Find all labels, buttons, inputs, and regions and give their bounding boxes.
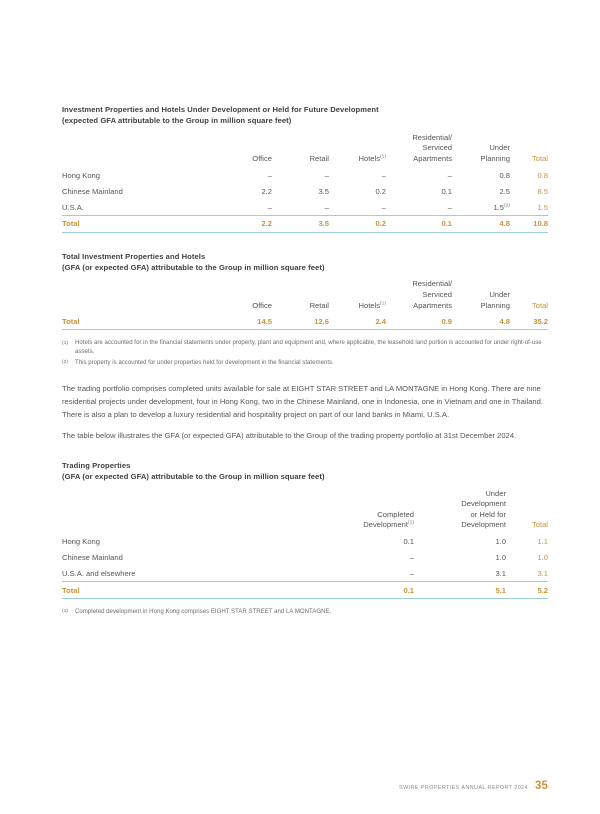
- row-label-total: Total: [62, 582, 332, 599]
- col-header-office: Office: [252, 154, 272, 163]
- cell-total-hotels: 0.2: [329, 216, 386, 233]
- footnotes-trading: [62, 608, 548, 617]
- cell-retail: 3.5: [318, 186, 329, 196]
- row-label: Chinese Mainland: [62, 186, 123, 196]
- footnote-marker: (2): [504, 203, 510, 209]
- cell-under-development: 3.1: [495, 569, 506, 579]
- cell-total-under-planning: 4.8: [452, 216, 510, 233]
- footnote-item: [62, 359, 548, 368]
- col-header-total: Total: [531, 300, 548, 310]
- cell-under-planning: 1.5$^{(2)}$: [493, 202, 510, 212]
- cell-retail: –: [324, 170, 329, 180]
- section-title-under-development: [62, 104, 548, 127]
- col-header-total: Total: [531, 520, 548, 530]
- col-header-region: [62, 279, 215, 313]
- body-paragraphs: [62, 383, 548, 442]
- table-trading-properties: [62, 489, 548, 599]
- table-header-row: [62, 279, 548, 313]
- table-under-development: [62, 133, 548, 233]
- footnotes-investment: [62, 339, 548, 368]
- cell-total-hotels: 2.4: [329, 314, 386, 330]
- cell-total-total: 10.8: [510, 216, 548, 233]
- page-content: [62, 104, 548, 620]
- cell-completed: –: [409, 553, 414, 563]
- table-row: [62, 534, 548, 550]
- section-title-line2: (GFA (or expected GFA) attributable to the Group in million square feet): [62, 472, 325, 482]
- section-title-line1: Investment Properties and Hotels Under Development or Held for Future Development: [62, 105, 379, 114]
- cell-office: –: [267, 202, 272, 212]
- col-header-completed-development: Completed Development$^{(1)}$: [363, 509, 414, 530]
- table-total-row: [62, 314, 548, 330]
- cell-total-completed: 0.1: [332, 582, 414, 599]
- col-header-region: [62, 489, 332, 534]
- cell-total-office: 14.5: [215, 314, 272, 330]
- cell-hotels: –: [381, 170, 386, 180]
- paragraph-table-intro: The table below illustrates the GFA (or expected GFA) attributable to the Group of the trading property portfolio at 31st December 2024.: [62, 431, 517, 441]
- cell-retail: –: [324, 202, 329, 212]
- row-label: U.S.A.: [62, 202, 84, 212]
- footnote-marker: (1): [380, 154, 386, 160]
- section-title-total-investment: [62, 251, 548, 274]
- cell-office: –: [267, 170, 272, 180]
- section-total-investment: [62, 251, 548, 368]
- cell-total-under-development: 5.1: [414, 582, 506, 599]
- col-header-hotels: Hotels$^{(1)}$: [358, 300, 386, 310]
- table-total-row: [62, 582, 548, 599]
- row-label: Chinese Mainland: [62, 553, 123, 563]
- cell-residential: –: [447, 170, 452, 180]
- col-header-retail: Retail: [309, 154, 329, 163]
- cell-residential: –: [447, 202, 452, 212]
- cell-under-development: 1.0: [495, 553, 506, 563]
- footer-report-name: SWIRE PROPERTIES ANNUAL REPORT 2024: [398, 785, 528, 791]
- col-header-under-planning: Under Planning: [480, 143, 510, 163]
- section-trading-properties: [62, 460, 548, 617]
- cell-total: 1.1: [537, 537, 548, 547]
- footnote-text: Completed development in Hong Kong comprises EIGHT STAR STREET and LA MONTAGNE.: [75, 608, 332, 616]
- section-title-trading-properties: [62, 460, 548, 483]
- col-header-residential: Residential/ Serviced Apartments: [412, 279, 452, 310]
- cell-completed: –: [409, 569, 414, 579]
- footnote-item: [62, 608, 548, 617]
- table-header-row: [62, 133, 548, 167]
- section-title-line2: (GFA (or expected GFA) attributable to the Group in million square feet): [62, 263, 325, 273]
- cell-under-planning: 0.8: [499, 170, 510, 180]
- row-label: Hong Kong: [62, 537, 100, 547]
- cell-total-office: 2.2: [215, 216, 272, 233]
- footnote-text: Hotels are accounted for in the financial statements under property, plant and equipment and, where applicable, the leasehold land portion is accounted for under right-of-use assets.: [75, 339, 542, 355]
- page-footer: [399, 780, 548, 792]
- cell-completed: 0.1: [403, 537, 414, 547]
- cell-total-retail: 12.6: [272, 314, 329, 330]
- footnote-marker: (1): [408, 520, 414, 526]
- cell-office: 2.2: [261, 186, 272, 196]
- col-header-region: [62, 133, 215, 167]
- cell-total-total: 5.2: [506, 582, 548, 599]
- col-header-hotels: Hotels$^{(1)}$: [358, 154, 386, 163]
- row-label: U.S.A. and elsewhere: [62, 569, 136, 579]
- table-row: [62, 566, 548, 582]
- footnote-marker: (1): [62, 340, 68, 346]
- cell-total: 1.5: [537, 202, 548, 212]
- row-label-total: Total: [62, 216, 215, 233]
- col-header-under-planning: Under Planning: [480, 290, 510, 310]
- section-title-line1: Trading Properties: [62, 460, 131, 470]
- cell-residential: 0.1: [441, 186, 452, 196]
- footnote-marker: (2): [62, 360, 68, 366]
- footnote-item: [62, 339, 548, 356]
- cell-total: 3.1: [537, 569, 548, 579]
- col-header-total: Total: [531, 154, 548, 163]
- col-header-under-development: Under Development or Held for Development: [461, 488, 506, 530]
- table-row: [62, 550, 548, 566]
- row-label: Hong Kong: [62, 170, 100, 180]
- footnote-text: This property is accounted for under properties held for development in the financial statements.: [75, 358, 334, 366]
- cell-total-residential: 0.9: [386, 314, 452, 330]
- footnote-marker: (1): [380, 301, 386, 307]
- cell-hotels: 0.2: [375, 186, 386, 196]
- cell-under-planning: 2.5: [499, 186, 510, 196]
- table-total-investment: [62, 279, 548, 330]
- section-under-development: [62, 104, 548, 233]
- table-row: [62, 199, 548, 215]
- paragraph-trading-portfolio: The trading portfolio comprises completed units available for sale at EIGHT STAR STREET and LA MONTAGNE in Hong Kong. There are nine residential projects under development, four in Hong Kong, two in the Chinese Mainland, one in Indonesia, one in Vietnam and one in Thailand. There is also a plan to develop a luxury residential and hospitality project on part of our land banks in Miami, U.S.A.: [62, 384, 543, 419]
- footer-page-number: 35: [534, 780, 548, 792]
- table-header-row: [62, 489, 548, 534]
- table-row: [62, 183, 548, 199]
- col-header-office: Office: [252, 300, 272, 310]
- cell-hotels: –: [381, 202, 386, 212]
- cell-total: 8.5: [537, 186, 548, 196]
- cell-total: 1.0: [537, 553, 548, 563]
- col-header-retail: Retail: [309, 300, 329, 310]
- section-title-line2: (expected GFA attributable to the Group in million square feet): [62, 116, 292, 126]
- cell-total-retail: 3.5: [272, 216, 329, 233]
- section-title-line1: Total Investment Properties and Hotels: [62, 251, 206, 261]
- col-header-residential: Residential/ Serviced Apartments: [412, 132, 452, 163]
- table-row: [62, 167, 548, 183]
- cell-total-total: 35.2: [510, 314, 548, 330]
- table-total-row: [62, 216, 548, 233]
- row-label-total: Total: [62, 314, 215, 330]
- cell-total: 0.8: [537, 170, 548, 180]
- footnote-marker: (1): [62, 609, 68, 615]
- cell-under-development: 1.0: [495, 537, 506, 547]
- cell-total-residential: 0.1: [386, 216, 452, 233]
- cell-total-under-planning: 4.8: [452, 314, 510, 330]
